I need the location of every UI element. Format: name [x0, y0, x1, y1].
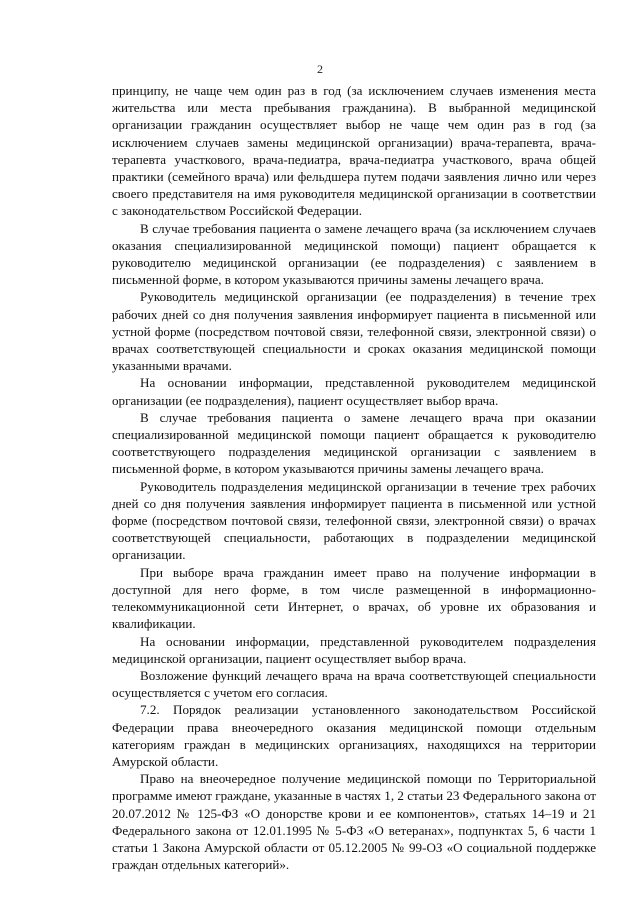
paragraph: На основании информации, представленной руководителем медицинской организации (ее подразделения), пациент осуществляет выбор врача.	[112, 375, 596, 408]
paragraph: В случае требования пациента о замене лечащего врача при оказании специализированной медицинской помощи пациент обращается к руководителю соответствующего подразделения медицинской организации с заявлением в письменной форме, в котором указываются причины замены лечащего врача.	[112, 409, 596, 477]
paragraph: Право на внеочередное получение медицинской помощи по Территориальной программе имеют граждане, указанные в частях 1, 2 статьи 23 Федерального закона от 20.07.2012 № 125-ФЗ «О донорстве крови и ее компонентов», статьях 14–19 и 21 Федерального закона от 12.01.1995 № 5-ФЗ «О ветеранах», подпунктах 5, 6 части 1 статьи 1 Закона Амурской области от 05.12.2005 № 99-ОЗ «О социальной поддержке граждан отдельных категорий».	[112, 771, 596, 873]
paragraph: Возложение функций лечащего врача на врача соответствующей специальности осуществляется с учетом его согласия.	[112, 667, 596, 701]
section-heading-paragraph: 7.2. Порядок реализации установленного законодательством Российской Федерации права внеочередного оказания медицинской помощи отдельным категориям граждан в медицинских организациях, находящихся на территории Амурской области.	[112, 702, 596, 769]
document-body	[112, 82, 596, 873]
paragraph: принципу, не чаще чем один раз в год (за исключением случаев изменения места жительства или места пребывания гражданина). В выбранной медицинской организации гражданин осуществляет выбор не чаще чем один раз в год (за исключением случаев замены медицинской организации) врача-терапевта, врача-терапевта участкового, врача-педиатра, врача-педиатра участкового, врача общей практики (семейного врача) или фельдшера путем подачи заявления лично или через своего представителя на имя руководителя медицинской организации в соответствии с законодательством Российской Федерации.	[112, 83, 596, 219]
paragraph: Руководитель подразделения медицинской организации в течение трех рабочих дней со дня получения заявления информирует пациента в письменной или устной форме (посредством почтовой связи, телефонной связи, электронной связи) о врачах соответствующей специальности, работающих в подразделении медицинской организации.	[112, 478, 596, 563]
paragraph: Руководитель медицинской организации (ее подразделения) в течение трех рабочих дней со дня получения заявления информирует пациента в письменной или устной форме (посредством почтовой связи, телефонной связи, электронной связи) о врачах соответствующей специальности и сроках оказания медицинской помощи указанными врачами.	[112, 289, 596, 374]
page-number: 2	[317, 62, 323, 76]
paragraph: На основании информации, представленной руководителем подразделения медицинской организации, пациент осуществляет выбор врача.	[112, 633, 596, 666]
paragraph: В случае требования пациента о замене лечащего врача (за исключением случаев оказания специализированной медицинской помощи) пациент обращается к руководителю медицинской организации (ее подразделения) с заявлением в письменной форме, в котором указываются причины замены лечащего врача.	[112, 220, 596, 288]
paragraph: При выборе врача гражданин имеет право на получение информации в доступной для него форме, в том числе размещенной в информационно-телекоммуникационной сети Интернет, о врачах, об уровне их образования и квалификации.	[112, 564, 596, 632]
